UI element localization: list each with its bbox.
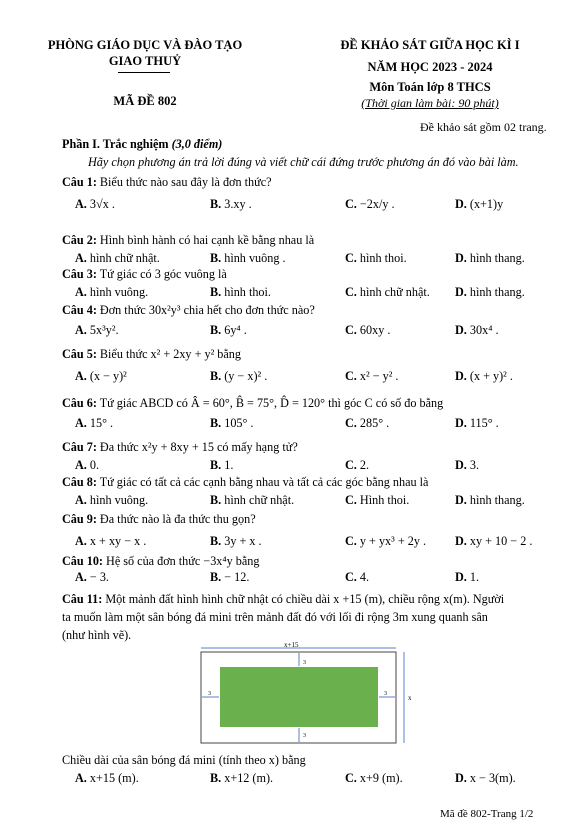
option-c [345, 457, 369, 473]
option-text: hình thang. [469, 285, 525, 299]
option-a [75, 322, 119, 338]
question-label: Câu 2: [62, 233, 97, 247]
option-text: −2x/y . [359, 197, 395, 211]
option-letter: A. [75, 323, 87, 337]
part-instruction: Hãy chọn phương án trả lời đúng và viết chữ cái đứng trước phương án đó vào bài làm. [88, 155, 519, 169]
option-letter: C. [345, 416, 357, 430]
option-letter: D. [455, 251, 467, 265]
option-c [345, 770, 403, 786]
option-text: 115° . [469, 416, 499, 430]
subject: Môn Toán lớp 8 THCS [369, 80, 491, 94]
question-text: Một mảnh đất hình hình chữ nhật có chiều dài x +15 (m), chiều rộng x(m). Người [105, 592, 505, 606]
question-8 [62, 474, 428, 490]
exam-code: MÃ ĐỀ 802 [113, 94, 177, 108]
gap-top-label: 3 [303, 660, 306, 666]
option-letter: D. [455, 493, 467, 507]
option-text: 60xy . [359, 323, 391, 337]
question-label: Câu 6: [62, 396, 97, 410]
option-text: 5x³y². [89, 323, 119, 337]
option-b [210, 250, 286, 266]
question-text: Biểu thức x² + 2xy + y² bằng [99, 347, 241, 361]
option-d [455, 284, 525, 300]
option-b [210, 415, 253, 431]
question-11 [62, 591, 504, 607]
option-a [75, 196, 115, 212]
question-text: Đa thức x²y + 8xy + 15 có mấy hạng tử? [99, 440, 298, 454]
option-letter: D. [455, 285, 467, 299]
option-letter: B. [210, 251, 222, 265]
question-label: Câu 8: [62, 475, 97, 489]
option-a [75, 492, 148, 508]
option-letter: B. [210, 285, 222, 299]
option-text: 30x⁴ . [469, 323, 499, 337]
option-letter: D. [455, 323, 467, 337]
question-label: Câu 1: [62, 175, 97, 189]
option-b [210, 322, 247, 338]
gap-right-label: 3 [384, 691, 387, 697]
option-text: hình thang. [469, 251, 525, 265]
option-letter: A. [75, 458, 87, 472]
question-4 [62, 302, 315, 318]
option-letter: C. [345, 251, 357, 265]
part-title [62, 137, 222, 152]
option-letter: B. [210, 534, 222, 548]
option-text: (x + y)² . [469, 369, 513, 383]
option-text: hình chữ nhật. [359, 285, 430, 299]
question-text: Tứ giác có tất cả các cạnh bằng nhau và tất cả các góc bằng nhau là [99, 475, 429, 489]
question-text: Biểu thức nào sau đây là đơn thức? [99, 175, 272, 189]
option-letter: B. [210, 323, 222, 337]
option-letter: A. [75, 285, 87, 299]
option-letter: D. [455, 771, 467, 785]
option-text: 15° . [89, 416, 114, 430]
option-text: 2. [359, 458, 370, 472]
option-letter: C. [345, 197, 357, 211]
option-letter: B. [210, 493, 222, 507]
option-letter: C. [345, 493, 357, 507]
option-text: 285° . [359, 416, 390, 430]
option-a [75, 284, 148, 300]
option-letter: A. [75, 771, 87, 785]
option-a [75, 533, 146, 549]
option-c [345, 284, 430, 300]
question-11-prompt: Chiều dài của sân bóng đá mini (tính theo x) bằng [62, 753, 306, 767]
question-label: Câu 9: [62, 512, 97, 526]
option-a [75, 770, 139, 786]
question-7 [62, 439, 298, 455]
option-letter: A. [75, 251, 87, 265]
option-a [75, 457, 99, 473]
option-b [210, 284, 271, 300]
question-label: Câu 3: [62, 267, 97, 281]
school-year: NĂM HỌC 2023 - 2024 [367, 60, 493, 74]
question-text: Hình bình hành có hai cạnh kề bằng nhau là [99, 233, 315, 247]
option-text: hình vuông. [89, 493, 149, 507]
option-c [345, 250, 407, 266]
question-text: Đa thức nào là đa thức thu gọn? [99, 512, 256, 526]
header-divider [118, 72, 170, 73]
option-text: 1. [469, 570, 480, 584]
option-text: hình vuông . [224, 251, 286, 265]
exam-title: ĐỀ KHẢO SÁT GIỮA HỌC KÌ I [340, 38, 520, 52]
option-d [455, 770, 516, 786]
option-letter: D. [455, 369, 467, 383]
option-letter: C. [345, 458, 357, 472]
option-text: 3√x . [89, 197, 115, 211]
option-text: (x+1)y [469, 197, 504, 211]
question-2 [62, 232, 314, 248]
option-a [75, 569, 109, 585]
option-text: x+12 (m). [224, 771, 274, 785]
option-b [210, 457, 233, 473]
option-letter: D. [455, 534, 467, 548]
district-name: GIAO THUỶ [108, 54, 182, 68]
option-text: x+9 (m). [359, 771, 403, 785]
option-a [75, 415, 113, 431]
gap-left-label: 3 [208, 691, 211, 697]
option-d [455, 368, 513, 384]
option-d [455, 250, 525, 266]
option-a [75, 368, 127, 384]
time-limit: (Thời gian làm bài: 90 phút) [361, 96, 499, 110]
option-d [455, 492, 525, 508]
option-letter: C. [345, 771, 357, 785]
option-text: 0. [89, 458, 100, 472]
option-text: Hình thoi. [359, 493, 410, 507]
question-1 [62, 174, 272, 190]
option-text: 3.xy . [224, 197, 252, 211]
soccer-field [220, 667, 378, 727]
option-text: (x − y)² [89, 369, 127, 383]
option-c [345, 492, 409, 508]
option-letter: A. [75, 534, 87, 548]
option-text: x − 3(m). [469, 771, 516, 785]
option-letter: C. [345, 285, 357, 299]
option-d [455, 569, 479, 585]
option-letter: B. [210, 197, 222, 211]
option-text: − 12. [224, 570, 250, 584]
department-name: PHÒNG GIÁO DỤC VÀ ĐÀO TẠO [47, 38, 243, 52]
option-a [75, 250, 160, 266]
question-3 [62, 266, 227, 282]
option-d [455, 533, 532, 549]
option-letter: B. [210, 416, 222, 430]
question-label: Câu 10: [62, 554, 103, 568]
option-letter: C. [345, 369, 357, 383]
question-10 [62, 553, 259, 569]
option-text: 3y + x . [224, 534, 262, 548]
question-6 [62, 395, 443, 411]
option-text: hình thoi. [224, 285, 271, 299]
option-letter: C. [345, 323, 357, 337]
option-b [210, 492, 294, 508]
option-text: hình thoi. [359, 251, 407, 265]
option-text: hình thang. [469, 493, 525, 507]
option-letter: B. [210, 458, 222, 472]
option-c [345, 368, 398, 384]
question-label: Câu 5: [62, 347, 97, 361]
part-title-text: Phần I. Trắc nghiệm [62, 137, 172, 151]
option-text: x + xy − x . [89, 534, 147, 548]
question-label: Câu 11: [62, 592, 103, 606]
option-text: x² − y² . [359, 369, 399, 383]
question-11-line2: ta muốn làm một sân bóng đá mini trên mảnh đất đó với lối đi rộng 3m xung quanh sân [62, 610, 488, 624]
question-text: Hệ số của đơn thức −3x⁴y bằng [106, 554, 260, 568]
option-letter: D. [455, 416, 467, 430]
option-letter: D. [455, 197, 467, 211]
part-points: (3,0 điểm) [171, 137, 223, 151]
option-text: − 3. [89, 570, 109, 584]
option-text: 6y⁴ . [224, 323, 247, 337]
option-c [345, 569, 369, 585]
option-b [210, 533, 262, 549]
page-footer: Mã đề 802-Trang 1/2 [440, 808, 534, 820]
option-d [455, 322, 499, 338]
question-5 [62, 346, 241, 362]
field-figure [190, 640, 420, 745]
option-text: hình chữ nhật. [89, 251, 160, 265]
question-text: Tứ giác ABCD có Â = 60°, B̂ = 75°, D̂ = 120° thì góc C có số đo bằng [99, 396, 444, 410]
option-letter: A. [75, 493, 87, 507]
pages-note: Đề khảo sát gồm 02 trang. [420, 120, 547, 134]
top-label: x+15 [284, 641, 299, 649]
option-b [210, 196, 252, 212]
question-label: Câu 4: [62, 303, 97, 317]
option-text: hình vuông. [89, 285, 149, 299]
option-b [210, 770, 273, 786]
option-text: 105° . [224, 416, 254, 430]
option-letter: A. [75, 570, 87, 584]
option-letter: C. [345, 534, 357, 548]
option-letter: A. [75, 369, 87, 383]
option-letter: B. [210, 369, 222, 383]
option-text: y + yx³ + 2y . [359, 534, 427, 548]
option-text: 3. [469, 458, 480, 472]
option-b [210, 569, 249, 585]
option-d [455, 457, 479, 473]
option-letter: D. [455, 458, 467, 472]
option-letter: A. [75, 197, 87, 211]
option-c [345, 196, 395, 212]
question-text: Tứ giác có 3 góc vuông là [99, 267, 227, 281]
option-text: 4. [359, 570, 370, 584]
option-text: xy + 10 − 2 . [469, 534, 533, 548]
option-text: 1. [224, 458, 234, 472]
option-letter: C. [345, 570, 357, 584]
question-text: Đơn thức 30x²y³ chia hết cho đơn thức nào? [99, 303, 315, 317]
option-c [345, 322, 390, 338]
option-c [345, 533, 426, 549]
question-11-line3: (như hình vẽ). [62, 628, 132, 642]
option-letter: B. [210, 771, 222, 785]
option-text: x+15 (m). [89, 771, 139, 785]
gap-bottom-label: 3 [303, 733, 306, 739]
option-d [455, 196, 503, 212]
question-9 [62, 511, 256, 527]
option-d [455, 415, 499, 431]
option-b [210, 368, 267, 384]
option-letter: A. [75, 416, 87, 430]
option-letter: D. [455, 570, 467, 584]
question-label: Câu 7: [62, 440, 97, 454]
option-c [345, 415, 389, 431]
option-text: (y − x)² . [224, 369, 268, 383]
side-label: x [408, 694, 412, 702]
option-letter: B. [210, 570, 222, 584]
option-text: hình chữ nhật. [224, 493, 295, 507]
